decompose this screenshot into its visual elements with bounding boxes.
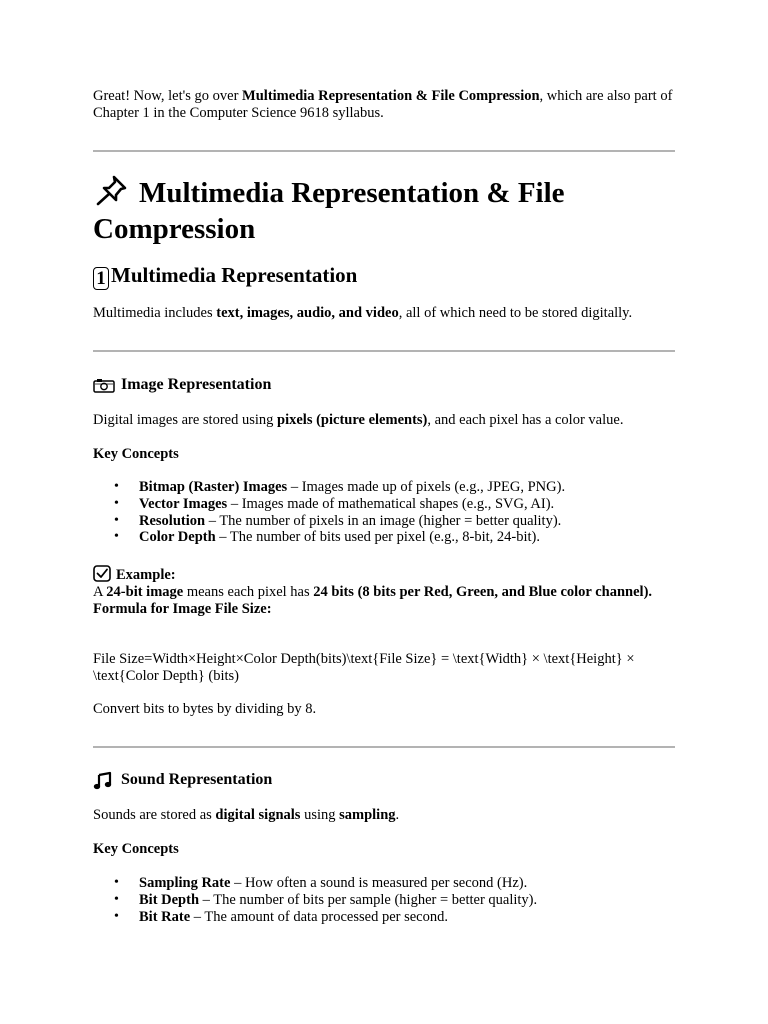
section1-title: Multimedia Representation	[111, 263, 358, 287]
bullet-term: Bit Rate	[139, 908, 191, 925]
bullet-desc: – The amount of data processed per second.	[190, 908, 448, 925]
example-bold-2: 24 bits (8 bits per Red, Green, and Blue color channel).	[313, 584, 653, 600]
sound-section-heading-block	[93, 770, 272, 790]
sound-section-title: Sound Representation	[121, 771, 273, 788]
bullet-desc: – The number of pixels in an image (higher = better quality).	[205, 512, 562, 529]
image-key-concepts-text: Key Concepts	[93, 446, 179, 462]
list-item	[93, 875, 677, 892]
bullet-term: Resolution	[139, 512, 206, 529]
example-mid: means each pixel has	[183, 584, 314, 600]
formula-label	[93, 601, 677, 618]
bullet-term: Bit Depth	[139, 891, 200, 908]
number-one-icon: 1	[93, 267, 109, 290]
example-block	[93, 565, 677, 618]
bullet-desc: – The number of bits used per pixel (e.g., 8-bit, 24-bit).	[215, 529, 540, 546]
sound-key-concepts-label	[93, 841, 179, 858]
sound-intro-mid: using	[300, 807, 340, 823]
list-item	[93, 909, 677, 926]
sound-intro-bold-1: digital signals	[215, 807, 301, 823]
example-text	[93, 584, 677, 601]
section1-text-post: , all of which need to be stored digitally.	[398, 305, 633, 321]
image-section-heading	[93, 375, 271, 395]
divider	[93, 150, 675, 152]
section1-heading-block	[93, 262, 357, 290]
image-section-title: Image Representation	[121, 376, 272, 393]
sound-key-concepts-text: Key Concepts	[93, 841, 179, 857]
sound-section-heading	[93, 770, 272, 790]
checkbox-icon	[93, 565, 111, 582]
bullet-desc: – Images made up of pixels (e.g., JPEG, PNG).	[287, 479, 566, 495]
bullet-term: Vector Images	[139, 495, 228, 512]
list-item	[93, 529, 677, 546]
camera-icon	[93, 377, 115, 393]
bullet-desc: – Images made of mathematical shapes (e.g., SVG, AI).	[227, 495, 555, 512]
section1-heading	[93, 262, 357, 290]
main-title	[93, 174, 677, 247]
list-item	[93, 496, 677, 513]
music-note-icon	[93, 771, 113, 790]
divider	[93, 746, 675, 748]
example-label-line	[93, 565, 677, 584]
sound-intro	[93, 807, 677, 824]
bullet-desc: – How often a sound is measured per second (Hz).	[230, 875, 528, 891]
intro-bold: Multimedia Representation & File Compression	[242, 88, 540, 104]
intro-text-end: , which are also part of Chapter 1 in the Computer Science 9618 syllabus.	[93, 88, 673, 121]
bullet-term: Bitmap (Raster) Images	[139, 479, 288, 495]
convert-text: Convert bits to bytes by dividing by 8.	[93, 701, 317, 717]
sound-concepts-list	[93, 875, 677, 925]
formula-label-text: Formula for Image File Size:	[93, 601, 272, 617]
image-intro-bold: pixels (picture elements)	[277, 412, 428, 428]
main-title-text: Multimedia Representation & File Compression	[93, 177, 565, 245]
bullet-desc: – The number of bits per sample (higher = better quality).	[199, 891, 538, 908]
image-key-concepts-label	[93, 446, 179, 463]
image-intro-pre: Digital images are stored using	[93, 412, 278, 428]
divider	[93, 350, 675, 352]
sound-intro-bold-2: sampling	[339, 807, 396, 823]
section1-text-pre: Multimedia includes	[93, 305, 217, 321]
bullet-term: Sampling Rate	[139, 875, 231, 891]
sound-intro-pre: Sounds are stored as	[93, 807, 216, 823]
example-bold-1: 24-bit image	[106, 584, 184, 600]
image-section-heading-block	[93, 375, 271, 395]
intro-text: Great! Now, let's go over	[93, 88, 243, 104]
bullet-term: Color Depth	[139, 529, 216, 546]
list-item	[93, 513, 677, 530]
image-concepts-list	[93, 479, 677, 546]
example-pre: A	[93, 584, 107, 600]
formula-text: File Size=Width×Height×Color Depth(bits)\text{File Size} = \text{Width} × \text{Height} × \text{Color Depth} (bits)	[93, 651, 635, 684]
pushpin-icon	[93, 174, 131, 206]
list-item	[93, 892, 677, 909]
list-item	[93, 479, 677, 496]
main-title-block	[93, 174, 677, 247]
intro-paragraph	[93, 88, 677, 122]
image-intro	[93, 412, 677, 429]
section1-text-bold: text, images, audio, and video	[216, 305, 399, 321]
image-intro-post: , and each pixel has a color value.	[427, 412, 624, 428]
example-label: Example:	[116, 567, 176, 583]
sound-intro-post: .	[395, 807, 400, 823]
section1-text	[93, 305, 677, 322]
